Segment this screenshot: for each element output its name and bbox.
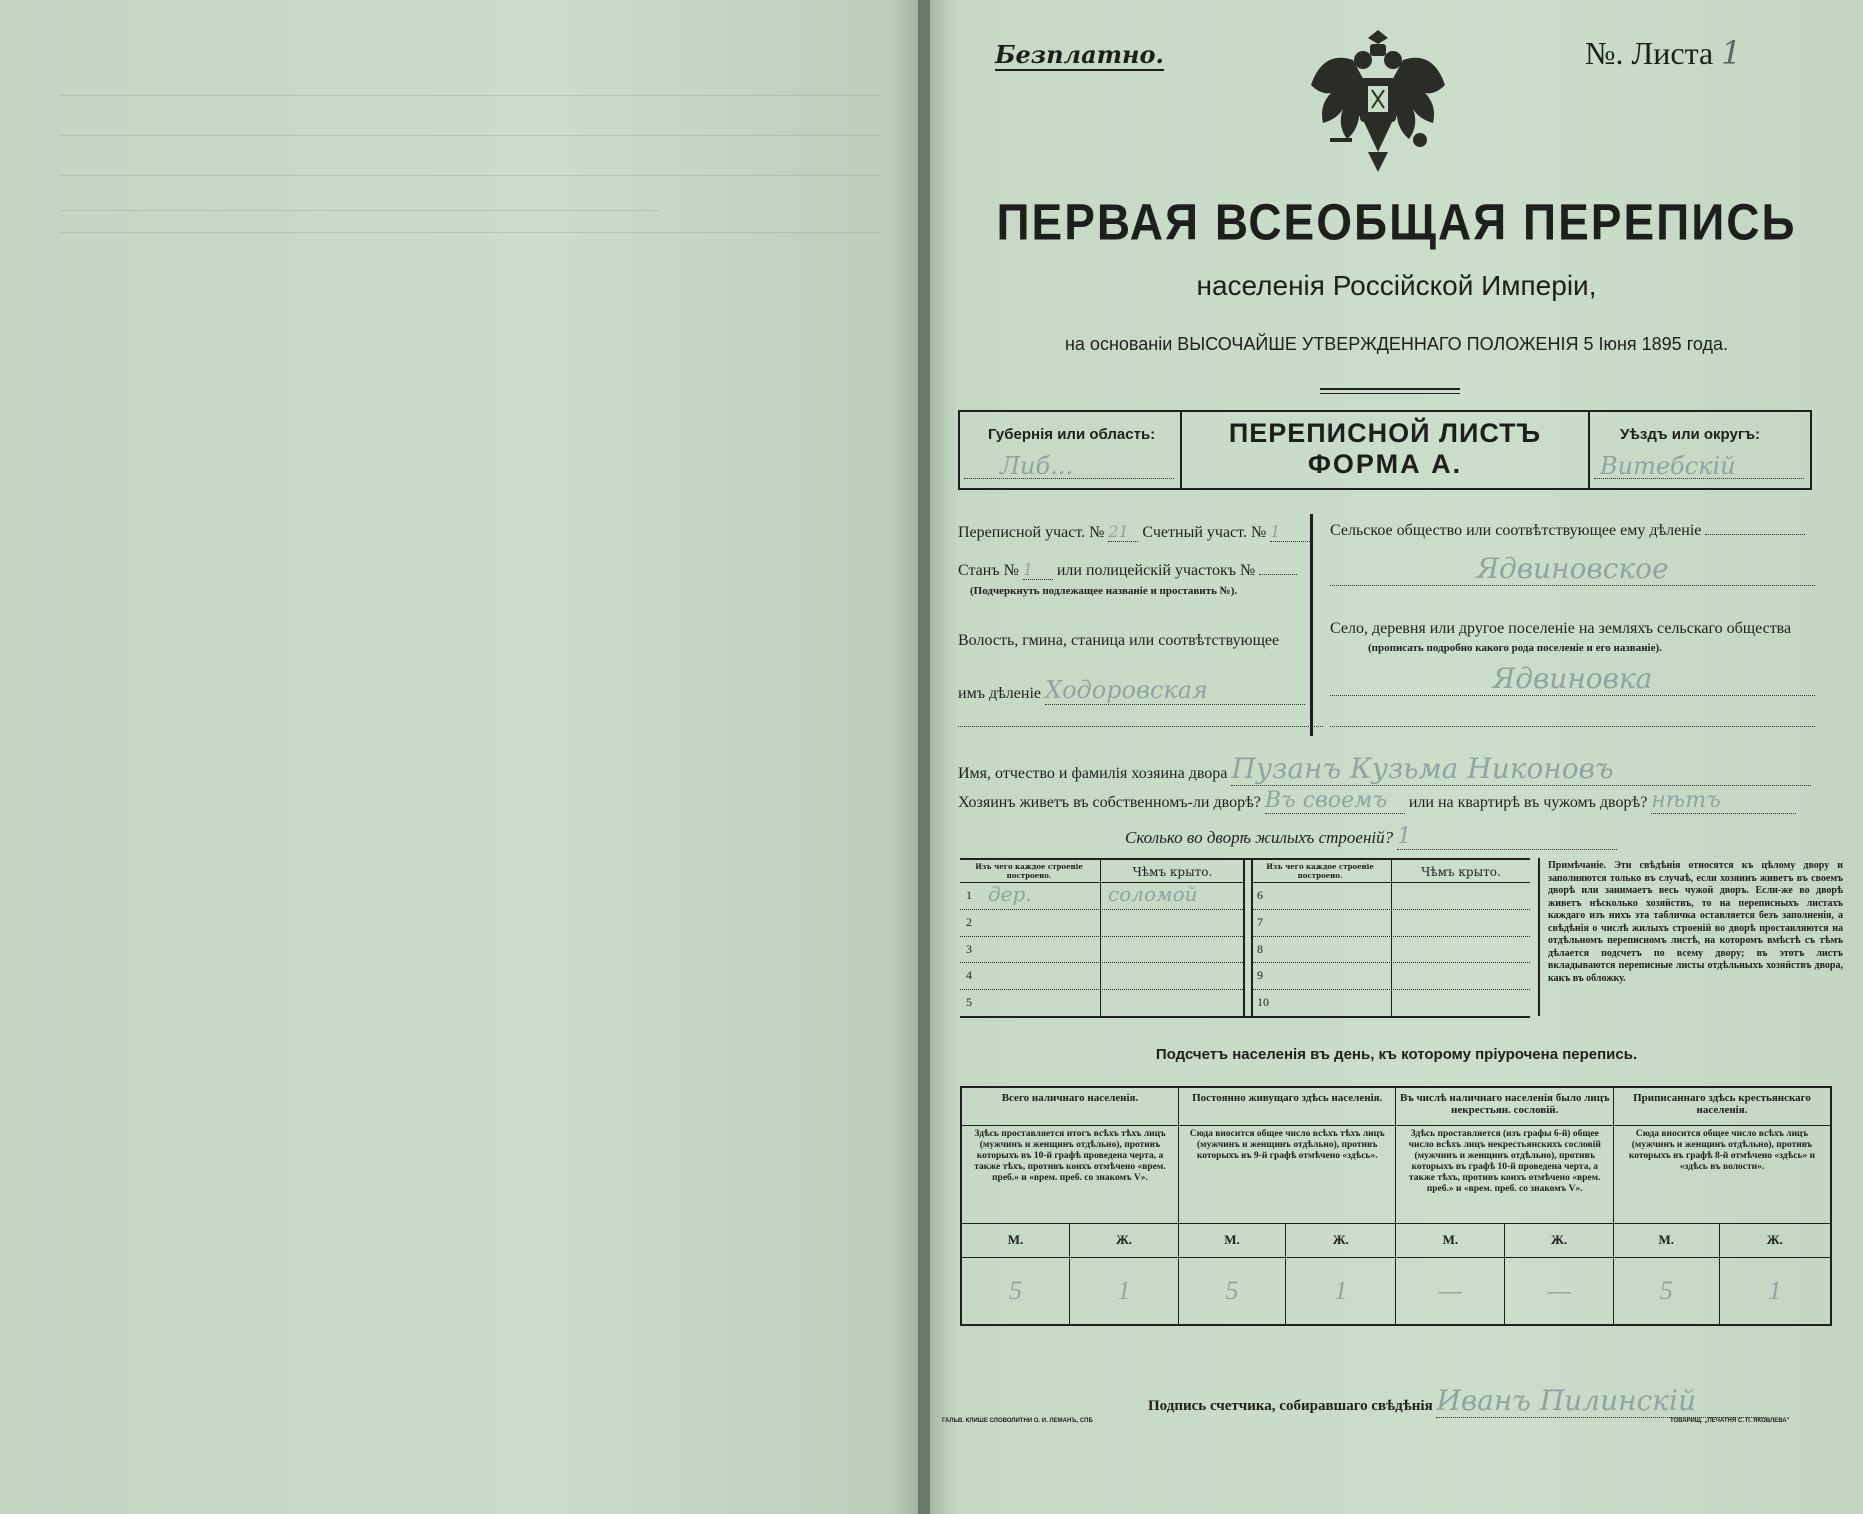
buildings-head-left <box>960 860 1243 883</box>
owner-lives-field: Хозяинъ живетъ въ собственномъ-ли дворѣ? Въ своемъ или на квартирѣ въ чужомъ дворѣ? нѣтъ <box>958 788 1796 814</box>
printer-right: ТОВАРИЩ. „ПЕЧАТНЯ С. П. ЯКОВЛЕВА" <box>1670 1418 1790 1424</box>
legal-basis: на основаніи ВЫСОЧАЙШЕ УТВЕРЖДЕННАГО ПОЛОЖЕНІЯ 5 Іюня 1895 года. <box>1064 334 1728 354</box>
form-subtitle: ФОРМА А. <box>1307 449 1463 479</box>
buildings-field: Сколько во дворѣ жилыхъ строеній? 1 <box>1125 824 1617 850</box>
volost-extra-line <box>958 726 1323 727</box>
note-divider <box>1538 858 1540 1016</box>
census-district-field: Переписной участ. № 21 Счетный участ. № 1 <box>958 522 1310 542</box>
stan-field: Станъ № 1 или полицейскій участокъ № <box>958 560 1297 580</box>
buildings-table-right <box>1251 860 1530 1016</box>
building-row <box>1251 962 1530 990</box>
owner-field: Имя, отчество и фамилія хозяина двора Пузанъ Кузьма Никоновъ <box>958 752 1811 786</box>
population-group-desc: Сюда вносится общее число всѣхъ лицъ (мужчинъ и женщинъ отдѣльно), противъ которыхъ въ графѣ 8-й отмѣчено «здѣсь» и «здѣсь въ волости». <box>1613 1125 1831 1223</box>
building-row <box>1251 936 1530 964</box>
gubernia-value: Либ... <box>1000 452 1074 480</box>
buildings-value: 1 <box>1397 824 1617 850</box>
row-number: 8 <box>1257 941 1263 956</box>
row-number: 5 <box>966 995 972 1010</box>
owner-lives-value: Въ своемъ <box>1265 788 1405 814</box>
row-number: 2 <box>966 914 972 929</box>
building-row <box>960 936 1243 964</box>
col-material-label: Изъ чего каждое строеніе построено. <box>975 862 1083 880</box>
buildings-head-right <box>1251 860 1530 883</box>
left-page <box>0 0 925 1514</box>
female-count: 1 <box>1286 1257 1396 1325</box>
volost-field: имъ дѣленіе Ходоровская <box>958 676 1305 705</box>
building-row <box>960 909 1243 937</box>
building-row <box>1251 882 1530 910</box>
building-row <box>960 962 1243 990</box>
building-row <box>1251 989 1530 1017</box>
buildings-table-left <box>960 860 1243 1016</box>
ornamental-divider <box>1320 388 1460 394</box>
male-count: 5 <box>1178 1257 1285 1325</box>
uezd-line <box>1594 478 1804 479</box>
gubernia-line <box>964 478 1174 479</box>
underline-note: (Подчеркнуть подлежащее названіе и проставить №). <box>970 585 1238 597</box>
col-roof-label-2: Чѣмъ крыто. <box>1421 865 1501 879</box>
imperial-eagle-icon <box>1308 30 1448 180</box>
village-note: (прописать подробно какого рода поселеніе и его названіе). <box>1368 642 1662 654</box>
census-form-page <box>930 0 1863 1514</box>
gubernia-cell <box>960 412 1182 488</box>
population-group-head: Приписаннаго здѣсь крестьянскаго населенія. <box>1613 1087 1831 1125</box>
form-title-cell <box>1182 412 1588 488</box>
building-row <box>960 882 1243 910</box>
female-header: Ж. <box>1719 1223 1831 1257</box>
form-title: ПЕРЕПИСНОЙ ЛИСТЪ <box>1228 418 1542 448</box>
uezd-value: Витебскій <box>1600 452 1736 480</box>
uezd-label: Уѣздъ или округъ: <box>1620 426 1761 443</box>
column-divider <box>1310 514 1313 736</box>
population-group-head: Постоянно живущаго здѣсь населенія. <box>1178 1087 1395 1125</box>
signature-value: Иванъ Пилинскій <box>1436 1384 1766 1418</box>
sheet-number-label: №. Листа 1 <box>1585 34 1742 72</box>
row-material: дер. <box>988 882 1032 906</box>
sheet-number-value: 1 <box>1721 34 1742 72</box>
female-count: — <box>1505 1257 1614 1325</box>
count-district-value: 1 <box>1270 522 1310 542</box>
male-count: 5 <box>961 1257 1070 1325</box>
census-district-value: 21 <box>1108 522 1138 542</box>
page-title: ПЕРВАЯ ВСЕОБЩАЯ ПЕРЕПИСЬ <box>996 193 1797 251</box>
female-header: Ж. <box>1505 1223 1614 1257</box>
society-label: Сельское общество или соотвѣтствующее ему дѣленіе <box>1330 522 1805 540</box>
male-header: М. <box>1396 1223 1505 1257</box>
row-number: 9 <box>1257 968 1263 983</box>
population-group-desc: Здѣсь проставляется (изъ графы 6-й) общее число всѣхъ лицъ некрестьянскихъ сословій (мужчинъ и женщинъ отдѣльно), противъ которыхъ въ графѣ 10-й проведена черта, а также тѣхъ, противъ конхъ отмѣчено «врем. преб.» и «врем. преб. со знакомъ V». <box>1396 1125 1614 1223</box>
female-header: Ж. <box>1286 1223 1396 1257</box>
row-number: 7 <box>1257 914 1263 929</box>
society-value: Ядвиновское <box>1330 552 1815 586</box>
row-number: 3 <box>966 941 972 956</box>
village-label: Село, деревня или другое поселеніе на земляхъ сельскаго общества <box>1330 620 1792 637</box>
population-group-head: Въ числѣ наличнаго населенія было лицъ некрестьян. сословій. <box>1396 1087 1614 1125</box>
population-group-desc: Сюда вносится общее число всѣхъ тѣхъ лицъ (мужчинъ и женщинъ отдѣльно), противъ которыхъ въ 9-й графѣ отмѣчено «здѣсь». <box>1178 1125 1395 1223</box>
population-group-head: Всего наличнаго населенія. <box>961 1087 1178 1125</box>
male-count: 5 <box>1613 1257 1719 1325</box>
building-row <box>960 989 1243 1017</box>
col-roof-label: Чѣмъ крыто. <box>1132 865 1213 879</box>
male-header: М. <box>1178 1223 1285 1257</box>
female-count: 1 <box>1070 1257 1179 1325</box>
male-header: М. <box>961 1223 1070 1257</box>
apartment-value: нѣтъ <box>1651 788 1796 814</box>
male-count: — <box>1396 1257 1505 1325</box>
village-value: Ядвиновка <box>1330 662 1815 696</box>
female-header: Ж. <box>1070 1223 1179 1257</box>
printer-left: ГАЛЬВ. КЛИШЕ СЛОВОЛИТНИ О. И. ЛЕМАНЪ, СПБ <box>942 1418 1093 1424</box>
row-roof: соломой <box>1108 882 1198 906</box>
population-group-desc: Здѣсь проставляется итогъ всѣхъ тѣхъ лицъ (мужчинъ и женщинъ отдѣльно), противъ которыхъ въ 10-й графѣ проведена черта, а также тѣхъ, противъ конхъ отмѣчено «врем. преб.» и «врем. преб. со знакомъ V». <box>961 1125 1178 1223</box>
buildings-table <box>960 858 1530 1018</box>
page-subtitle: населенія Россійской Имперіи, <box>1196 270 1597 301</box>
gubernia-label: Губернія или область: <box>988 426 1156 443</box>
volost-label-1: Волость, гмина, станица или соотвѣтствующее <box>958 632 1280 649</box>
population-table <box>960 1086 1832 1326</box>
free-label: Безплатно. <box>995 40 1164 69</box>
population-title: Подсчетъ населенія въ день, къ которому пріурочена перепись. <box>1155 1046 1638 1063</box>
signature-field: Подпись счетчика, собиравшаго свѣдѣнія Иванъ Пилинскій <box>1148 1384 1766 1418</box>
owner-value: Пузанъ Кузьма Никоновъ <box>1231 752 1811 786</box>
building-row <box>1251 909 1530 937</box>
village-extra-line <box>1330 726 1815 727</box>
male-header: М. <box>1613 1223 1719 1257</box>
uezd-cell <box>1588 412 1812 488</box>
row-number: 1 <box>966 888 972 902</box>
volost-value: Ходоровская <box>1045 676 1305 705</box>
female-count: 1 <box>1719 1257 1831 1325</box>
stan-value: 1 <box>1023 560 1053 580</box>
form-header-box <box>958 410 1812 490</box>
row-number: 4 <box>966 968 972 983</box>
row-number: 6 <box>1257 888 1263 902</box>
row-number: 10 <box>1257 995 1269 1010</box>
col-material-label-2: Изъ чего каждое строеніе построено. <box>1266 862 1374 880</box>
buildings-note: Примѣчаніе. Эти свѣдѣнія относятся къ цѣлому двору и заполняются только въ случаѣ, если хозяинъ живетъ въ своемъ дворѣ или занимаетъ весь чужой дворъ. Если-же во дворѣ живетъ нѣсколько хозяйствъ, то на переписныхъ листахъ каждаго изъ нихъ эта табличка оставляется безъ заполненія, а свѣдѣнія о числѣ жилыхъ строеній во дворѣ проставляются на отдѣльномъ переписномъ листѣ, на которомъ вмѣстѣ съ тѣмъ дѣлается подсчетъ по всему двору; въ этотъ листъ вкладываются переписные листы отдѣльныхъ хозяйствъ двора, какъ въ обложку. <box>1548 860 1843 984</box>
